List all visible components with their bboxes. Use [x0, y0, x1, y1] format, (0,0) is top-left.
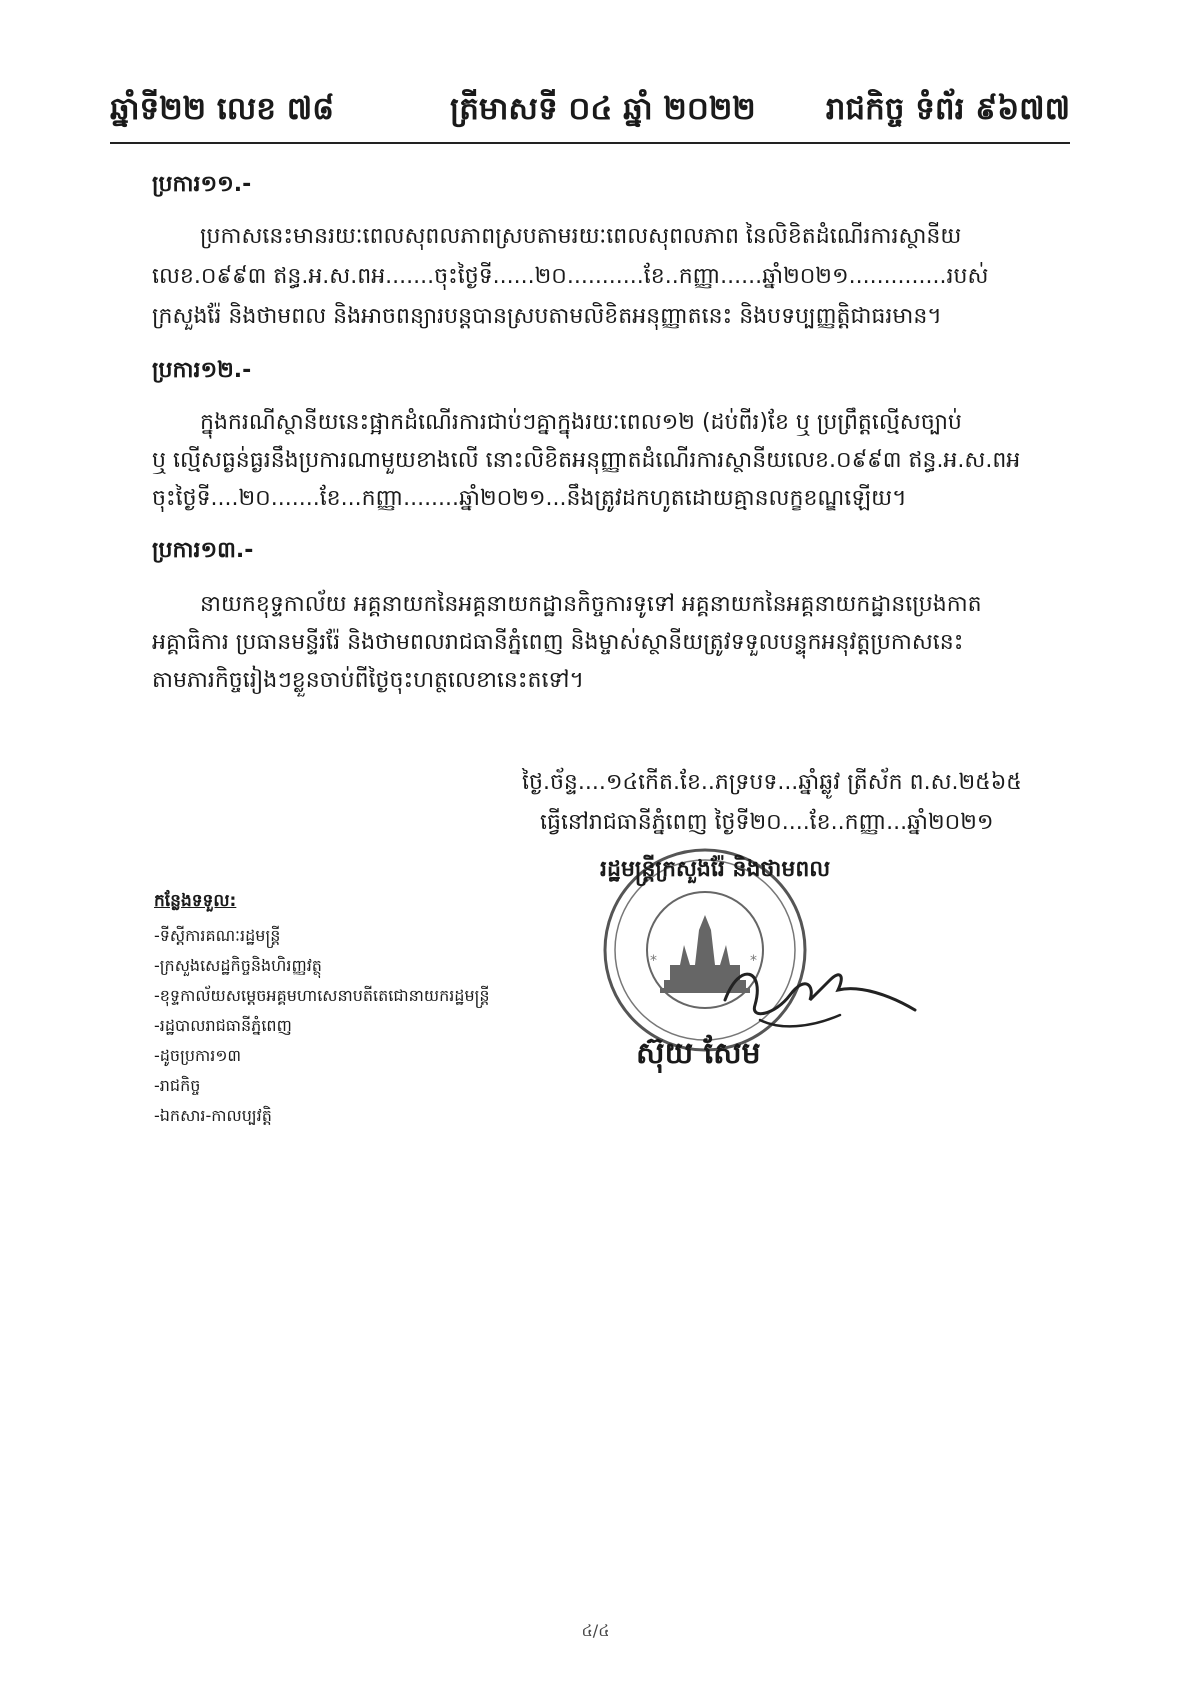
recipient-item: -ឯកសារ-កាលប្បវត្តិ: [154, 1106, 272, 1125]
recipient-item: -ក្រសួងសេដ្ឋកិច្ចនិងហិរញ្ញវត្ថុ: [154, 956, 322, 975]
article-11-line: ប្រកាសនេះមានរយៈពេលសុពលភាពស្របតាមរយៈពេលសុពលភាព នៃលិខិតដំណើរការស្ថានីយ: [200, 224, 962, 249]
article-11-line: លេខ.០៩៩៣ ឥន្ធ.អ.ស.ពអ.......ចុះថ្ងៃទី......២០...........ខែ..កញ្ញា......ឆ្នាំ២០២១..............របស់: [152, 264, 989, 289]
recipient-item: -រដ្ឋបាលរាជធានីភ្នំពេញ: [154, 1016, 292, 1035]
lunar-date: ថ្ងៃ.ច័ន្ទ....១៤កើត.ខែ..ភទ្របទ...ឆ្នាំឆ្លូវ ត្រីស័ក ព.ស.២៥៦៥: [522, 770, 1022, 795]
svg-text:*: *: [750, 953, 757, 969]
article-13-line: នាយកខុទ្ទកាល័យ អគ្គនាយកនៃអគ្គនាយកដ្ឋានកិច្ចការទូទៅ អគ្គនាយកនៃអគ្គនាយកដ្ឋានប្រេងកាត: [200, 592, 982, 617]
recipient-item: -រាជកិច្ច: [154, 1076, 201, 1095]
article-13-line: អគ្គាធិការ ប្រធានមន្ទីររ៉ែ និងថាមពលរាជធានីភ្នំពេញ និងម្ចាស់ស្ថានីយត្រូវទទួលបន្ទុកអនុវត្តប្រកាសនេះ: [152, 630, 964, 655]
svg-text:*: *: [650, 953, 657, 969]
article-11-heading: ប្រការ១១.-: [152, 172, 252, 197]
article-12-line: ក្នុងករណីស្ថានីយនេះផ្អាកដំណើរការជាប់ៗគ្នាក្នុងរយៈពេល១២ (ដប់ពីរ)ខែ ឬ ប្រព្រឹត្តល្មើសច្បាប់: [200, 410, 962, 435]
recipients-title: កន្លែងទទួល:: [154, 891, 237, 911]
header-year-issue: ឆ្នាំទី២២ លេខ ៧៨: [110, 91, 335, 127]
recipients-list: [154, 890, 490, 1131]
article-13-heading: ប្រការ១៣.-: [152, 538, 254, 563]
page-footer-number: ៤/៤: [581, 1621, 610, 1640]
solar-date-place: ធ្វើនៅរាជធានីភ្នំពេញ ថ្ងៃទី២០....ខែ..កញ្ញា...ឆ្នាំ២០២១: [540, 810, 994, 835]
article-12-heading: ប្រការ១២.-: [152, 358, 252, 383]
handwritten-signature-icon: [720, 940, 920, 1040]
gazette-header: [110, 82, 1070, 144]
signatory-name: ស៊ុយ សែម: [636, 1036, 761, 1071]
recipient-item: -ដូចប្រការ១៣: [154, 1046, 242, 1065]
recipient-item: -ខុទ្ទកាល័យសម្តេចអគ្គមហាសេនាបតីតេជោនាយករដ្ឋមន្ត្រី: [154, 986, 490, 1005]
article-11-line: ក្រសួងរ៉ែ និងថាមពល និងអាចពន្យារបន្តបានស្របតាមលិខិតអនុញ្ញាតនេះ និងបទប្បញ្ញត្តិជាធរមាន។: [152, 304, 942, 329]
article-13-line: តាមភារកិច្ចរៀងៗខ្លួនចាប់ពីថ្ងៃចុះហត្ថលេខានេះតទៅ។: [152, 668, 584, 693]
article-12-line: ឬ ល្មើសធ្ងន់ធ្ងរនឹងប្រការណាមួយខាងលើ នោះលិខិតអនុញ្ញាតដំណើរការស្ថានីយលេខ.០៩៩៣ ឥន្ធ.អ.ស.ពអ: [152, 448, 1021, 473]
recipient-item: -ទីស្តីការគណៈរដ្ឋមន្ត្រី: [154, 926, 281, 945]
header-quarter: ត្រីមាសទី ០៤ ឆ្នាំ ២០២២: [450, 91, 756, 127]
signatory-title: រដ្ឋមន្ត្រីក្រសួងរ៉ែ និងថាមពល: [600, 857, 831, 882]
header-page-number: រាជកិច្ច ទំព័រ ៩៦៧៧: [825, 91, 1070, 127]
article-12-line: ចុះថ្ងៃទី....២០.......ខែ...កញ្ញា........ឆ្នាំ២០២១...នឹងត្រូវដកហូតដោយគ្មានលក្ខខណ្ឌឡើយ។: [152, 486, 907, 511]
